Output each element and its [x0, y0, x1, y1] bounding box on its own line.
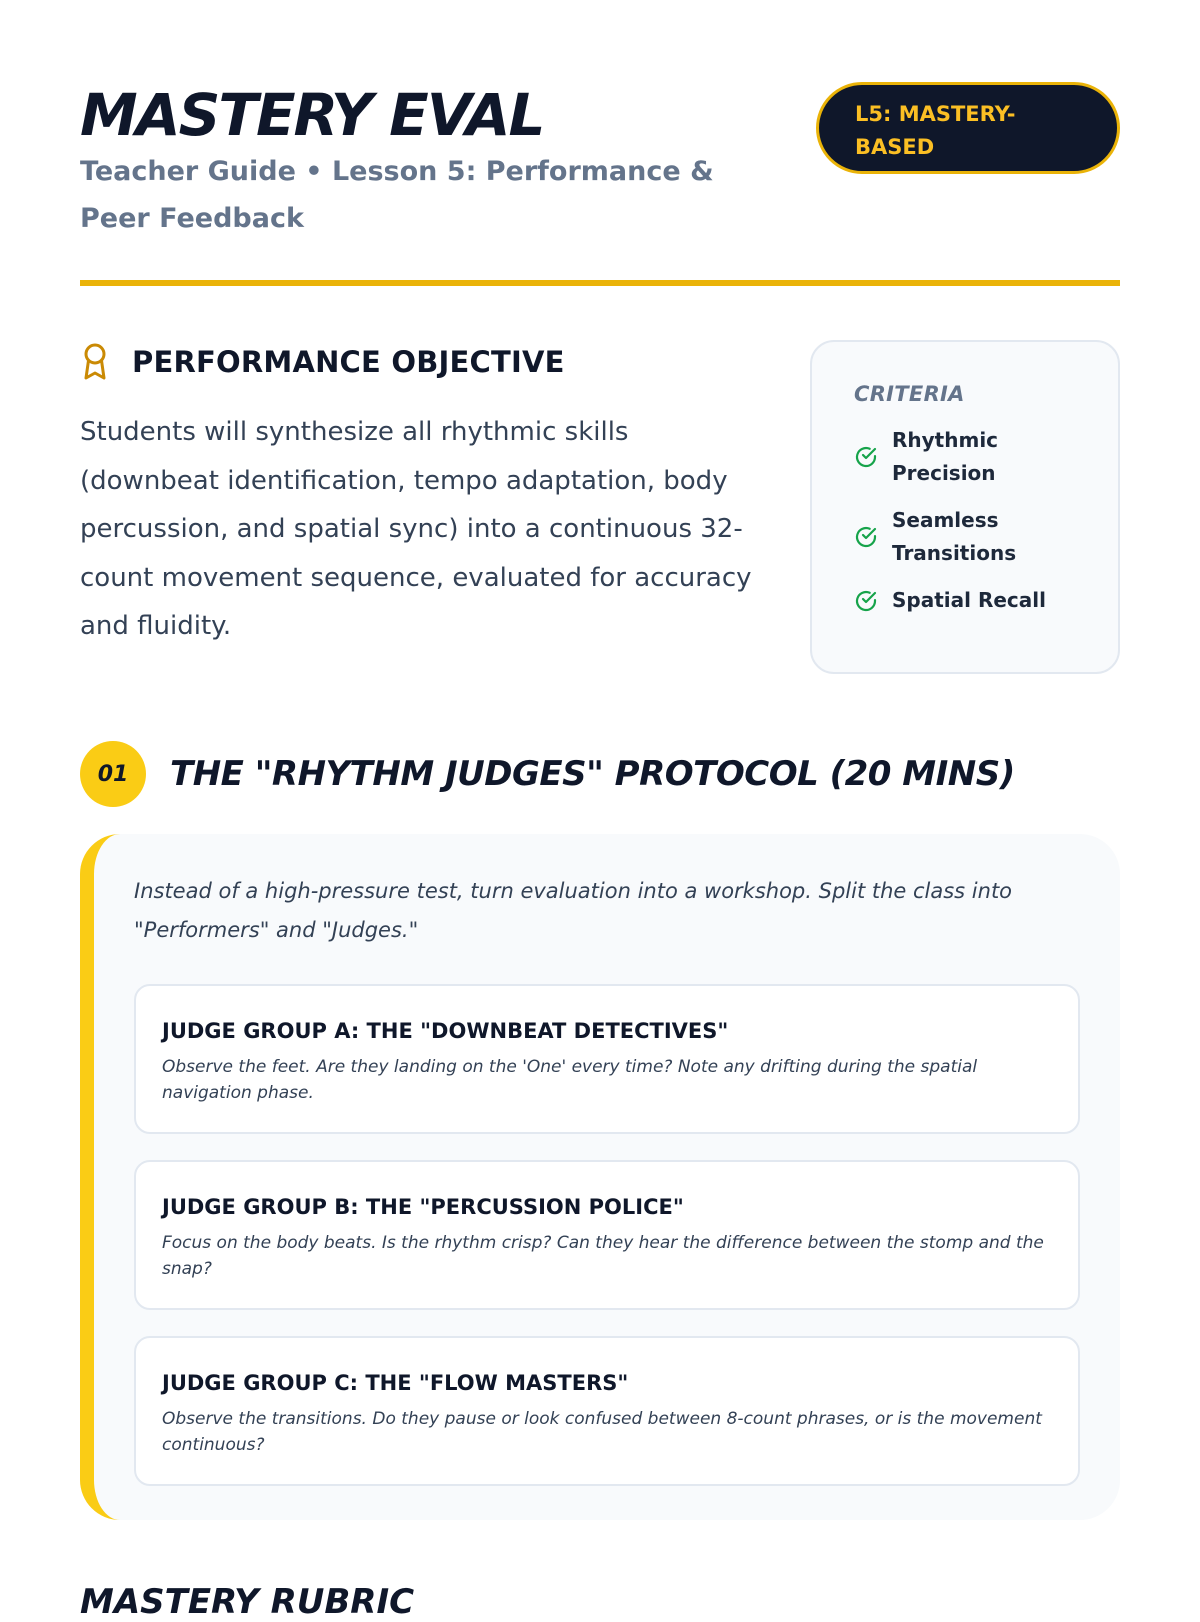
objective-heading [80, 340, 760, 384]
judge-group-desc: Observe the transitions. Do they pause or look confused between 8-count phrases, or is the movement continuous? [162, 1409, 1042, 1455]
judge-group-desc: Observe the feet. Are they landing on the 'One' every time? Note any drifting during the spatial navigation phase. [162, 1057, 978, 1103]
protocol-card [80, 834, 1120, 1520]
header [80, 82, 1120, 282]
page-subtitle: Teacher Guide • Lesson 5: Performance & Peer Feedback [80, 156, 714, 234]
award-icon [80, 342, 110, 382]
section-number-badge: 01 [80, 741, 146, 807]
lesson-badge: L5: MASTERY-BASED [816, 82, 1120, 174]
section-title: THE "RHYTHM JUDGES" PROTOCOL (20 MINS) [170, 754, 1015, 794]
check-circle-icon [854, 525, 878, 549]
protocol-intro: Instead of a high-pressure test, turn evaluation into a workshop. Split the class into "Performers" and "Judges." [134, 879, 1013, 942]
criteria-label: Spatial Recall [892, 588, 1046, 612]
check-circle-icon [854, 445, 878, 469]
judge-group-title: JUDGE GROUP A: THE "DOWNBEAT DETECTIVES" [162, 1019, 729, 1043]
criteria-label: Rhythmic Precision [892, 428, 999, 485]
header-divider [80, 280, 1120, 286]
criteria-item [854, 424, 1088, 490]
section-heading [80, 740, 1120, 808]
next-section-title: MASTERY RUBRIC [80, 1582, 415, 1622]
page-title: MASTERY EVAL [80, 81, 544, 149]
judge-groups [134, 984, 1080, 1486]
judge-group-card [134, 984, 1080, 1134]
check-circle-icon [854, 589, 878, 613]
criteria-card [810, 340, 1120, 674]
criteria-title: CRITERIA [854, 382, 965, 406]
criteria-list [854, 424, 1088, 617]
judge-group-title: JUDGE GROUP C: THE "FLOW MASTERS" [162, 1371, 629, 1395]
objective-text: Students will synthesize all rhythmic skills (downbeat identification, tempo adaptation, body percussion, and spatial sync) into a continuous 32-count movement sequence, evaluated for accuracy and fluidity. [80, 417, 752, 642]
criteria-label: Seamless Transitions [892, 508, 1017, 565]
judge-group-title: JUDGE GROUP B: THE "PERCUSSION POLICE" [162, 1195, 684, 1219]
judge-group-desc: Focus on the body beats. Is the rhythm crisp? Can they hear the difference between the stomp and the snap? [162, 1233, 1044, 1279]
objective-title: PERFORMANCE OBJECTIVE [132, 345, 565, 379]
judge-group-card [134, 1336, 1080, 1486]
criteria-item [854, 584, 1088, 617]
judge-group-card [134, 1160, 1080, 1310]
criteria-item [854, 504, 1088, 570]
objective-section [80, 340, 760, 651]
